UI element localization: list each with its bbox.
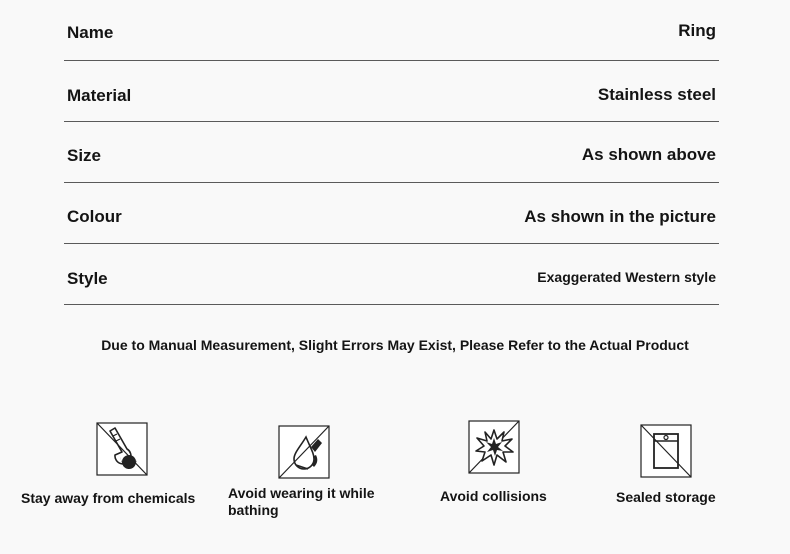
spec-row-material <box>64 61 719 122</box>
spec-row-name <box>64 0 719 61</box>
no-bathing-icon <box>278 425 330 479</box>
spec-row-style <box>64 244 719 305</box>
spec-label: Style <box>67 269 108 288</box>
spec-value: Ring <box>678 21 716 40</box>
spec-label: Size <box>67 146 102 165</box>
no-collision-icon <box>468 420 520 474</box>
sealed-storage-icon <box>640 424 692 478</box>
spec-label: Name <box>67 23 114 42</box>
care-label-collisions: Avoid collisions <box>440 488 547 504</box>
spec-value: Exaggerated Western style <box>537 269 716 285</box>
spec-value: As shown in the picture <box>524 207 716 226</box>
spec-label: Material <box>67 86 132 105</box>
spec-row-size <box>64 122 719 183</box>
spec-label: Colour <box>67 207 122 226</box>
care-label-storage: Sealed storage <box>616 489 716 505</box>
spec-row-colour <box>64 183 719 244</box>
no-chemicals-icon <box>96 422 148 476</box>
spec-value: Stainless steel <box>597 85 716 104</box>
spec-value: As shown above <box>581 145 716 164</box>
care-label-chemicals: Stay away from chemicals <box>21 490 196 506</box>
care-label-bathing: Avoid wearing it while bathing <box>228 485 375 518</box>
measurement-note: Due to Manual Measurement, Slight Errors May Exist, Please Refer to the Actual Product <box>101 337 689 353</box>
spec-table <box>64 0 719 305</box>
